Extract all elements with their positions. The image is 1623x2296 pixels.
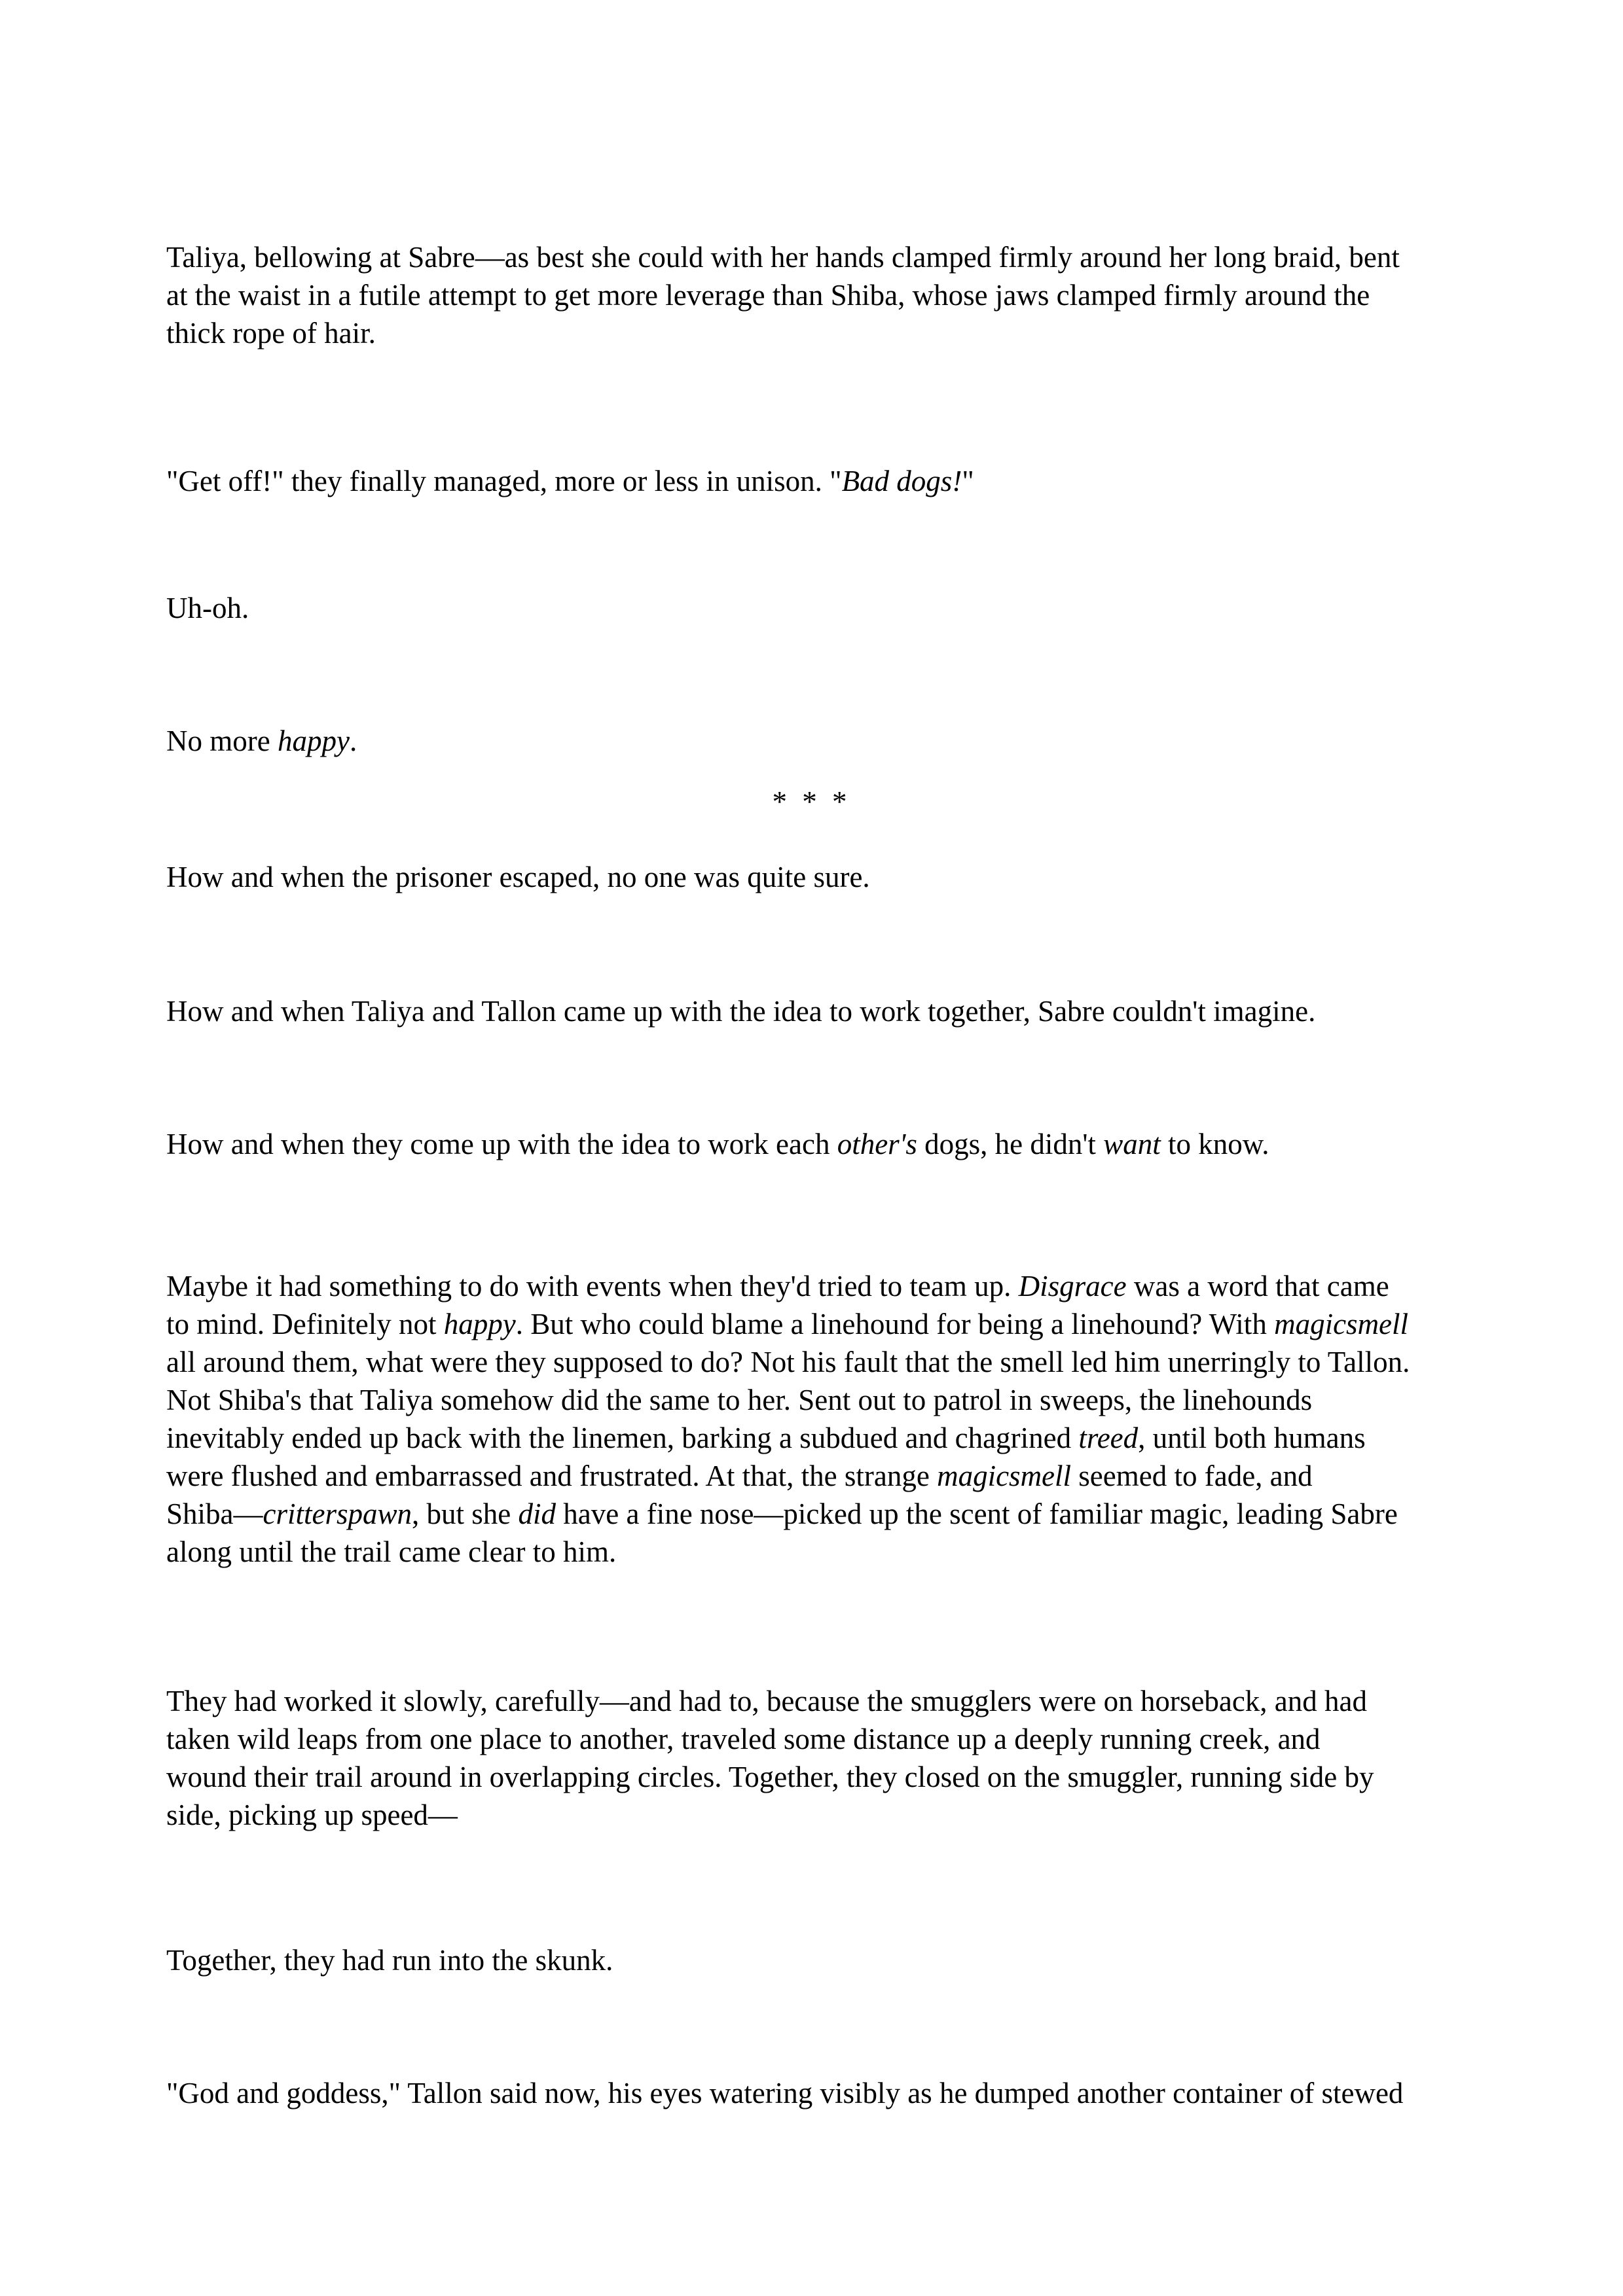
italic-text: happy	[277, 725, 350, 757]
text-run: No more	[166, 725, 278, 757]
text-line	[166, 1125, 1469, 1163]
text-line	[166, 1682, 1469, 1720]
text-run: Together, they had run into the skunk.	[166, 1944, 613, 1977]
paragraph-2	[166, 462, 1469, 500]
italic-text: critterspawn	[263, 1498, 412, 1530]
text-run: wound their trail around in overlapping circles. Together, they closed on the smuggler, running side by	[166, 1761, 1374, 1793]
text-run: They had worked it slowly, carefully—and had to, because the smugglers were on horseback, and had	[166, 1685, 1367, 1717]
text-run: at the waist in a futile attempt to get more leverage than Shiba, whose jaws clamped firmly around the	[166, 279, 1370, 312]
text-run: taken wild leaps from one place to another, traveled some distance up a deeply running creek, and	[166, 1723, 1321, 1755]
text-run: side, picking up speed—	[166, 1799, 458, 1831]
italic-text: magicsmell	[1274, 1308, 1409, 1340]
paragraph-1	[166, 238, 1469, 352]
text-line	[166, 1758, 1469, 1796]
italic-text: Bad dogs!	[841, 465, 962, 497]
text-run: thick rope of hair.	[166, 317, 376, 350]
italic-text: treed	[1078, 1422, 1139, 1454]
text-run: Taliya, bellowing at Sabre—as best she could with her hands clamped firmly around her long braid, bent	[166, 241, 1400, 274]
text-run: How and when Taliya and Tallon came up with the idea to work together, Sabre couldn't imagine.	[166, 995, 1316, 1028]
italic-text: did	[518, 1498, 556, 1530]
paragraph-8	[166, 1267, 1469, 1571]
paragraph-9	[166, 1682, 1469, 1834]
text-run: How and when the prisoner escaped, no one was quite sure.	[166, 861, 870, 893]
text-line	[166, 2074, 1469, 2112]
paragraph-10	[166, 1941, 1469, 1979]
text-line	[166, 462, 1469, 500]
text-line	[166, 858, 1469, 896]
paragraph-4	[166, 722, 1469, 760]
text-line	[166, 1796, 1469, 1834]
text-run: along until the trail came clear to him.	[166, 1535, 617, 1568]
text-line	[166, 1267, 1469, 1305]
paragraph-6	[166, 992, 1469, 1030]
text-line	[166, 722, 1469, 760]
text-line	[166, 1457, 1469, 1495]
text-run: Uh-oh.	[166, 592, 249, 624]
text-run: dogs, he didn't	[917, 1128, 1104, 1160]
text-run: to know.	[1160, 1128, 1269, 1160]
text-line	[166, 589, 1469, 627]
text-run: "God and goddess," Tallon said now, his eyes watering visibly as he dumped another container of stewed	[166, 2077, 1404, 2109]
text-run: Shiba—	[166, 1498, 263, 1530]
text-run: to mind. Definitely not	[166, 1308, 444, 1340]
text-line	[166, 1720, 1469, 1758]
text-run: .	[349, 725, 357, 757]
text-run: "Get off!" they finally managed, more or less in unison. "	[166, 465, 842, 497]
paragraph-3	[166, 589, 1469, 627]
scene-break: * * *	[772, 785, 851, 818]
text-run: Not Shiba's that Taliya somehow did the same to her. Sent out to patrol in sweeps, the linehounds	[166, 1384, 1313, 1416]
text-run: seemed to fade, and	[1071, 1460, 1313, 1492]
text-run: . But who could blame a linehound for being a linehound? With	[515, 1308, 1275, 1340]
italic-text: Disgrace	[1018, 1270, 1127, 1302]
paragraph-11	[166, 2074, 1469, 2112]
text-run: How and when they come up with the idea to work each	[166, 1128, 837, 1160]
italic-text: happy	[443, 1308, 516, 1340]
paragraph-5	[166, 858, 1469, 896]
text-run: have a fine nose—picked up the scent of familiar magic, leading Sabre	[556, 1498, 1398, 1530]
italic-text: want	[1103, 1128, 1161, 1160]
text-line	[166, 238, 1469, 276]
text-line	[166, 1495, 1469, 1533]
text-run: "	[962, 465, 974, 497]
text-run: , until both humans	[1138, 1422, 1366, 1454]
italic-text: other's	[837, 1128, 917, 1160]
text-line	[166, 1343, 1469, 1381]
text-run: were flushed and embarrassed and frustrated. At that, the strange	[166, 1460, 938, 1492]
paragraph-7	[166, 1125, 1469, 1163]
text-run: all around them, what were they supposed to do? Not his fault that the smell led him unerringly to Tallon.	[166, 1346, 1410, 1378]
text-run: was a word that came	[1126, 1270, 1389, 1302]
text-line	[166, 276, 1469, 314]
text-line	[166, 314, 1469, 352]
text-line	[166, 992, 1469, 1030]
italic-text: magicsmell	[937, 1460, 1072, 1492]
text-run: , but she	[412, 1498, 519, 1530]
text-line	[166, 1381, 1469, 1419]
text-line	[166, 1305, 1469, 1343]
text-line	[166, 1533, 1469, 1571]
text-line	[166, 1941, 1469, 1979]
text-line	[166, 1419, 1469, 1457]
text-run: Maybe it had something to do with events when they'd tried to team up.	[166, 1270, 1019, 1302]
text-run: inevitably ended up back with the linemen, barking a subdued and chagrined	[166, 1422, 1079, 1454]
